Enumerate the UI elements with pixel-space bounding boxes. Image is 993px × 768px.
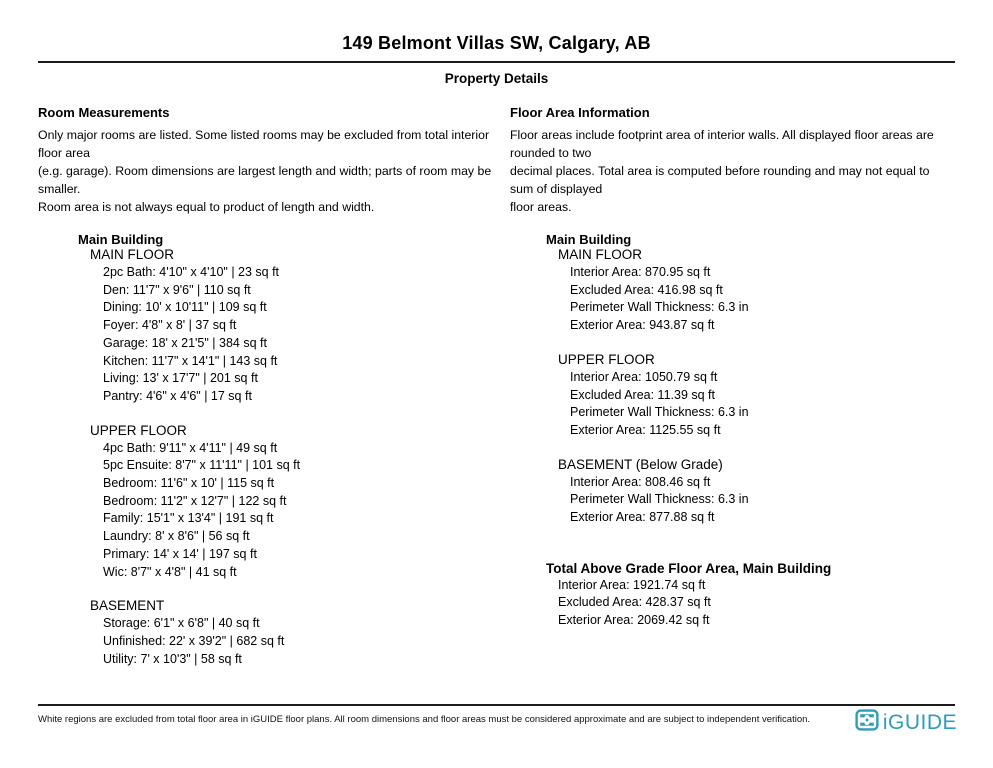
floor-area-information-section [510, 105, 955, 630]
room-line: 4pc Bath: 9'11" x 4'11" | 49 sq ft [103, 440, 278, 455]
footer-disclaimer: White regions are excluded from total floor area in iGUIDE floor plans. All room dimensions and floor areas must be considered approximate and are subject to independent verification. [38, 714, 811, 725]
floor-group-upper-floor [38, 423, 510, 582]
floor-group-basement [38, 598, 510, 668]
floor-name: BASEMENT (Below Grade) [558, 456, 723, 472]
area-building-name: Main Building [546, 232, 632, 247]
area-line: Perimeter Wall Thickness: 6.3 in [570, 492, 749, 507]
floor-name: UPPER FLOOR [90, 422, 187, 438]
room-line: Family: 15'1" x 13'4" | 191 sq ft [103, 511, 274, 526]
room-measurements-section [38, 105, 510, 668]
floor-area-description-line: floor areas. [510, 200, 572, 214]
room-line: Storage: 6'1" x 6'8" | 40 sq ft [103, 616, 260, 631]
floor-name: MAIN FLOOR [90, 247, 175, 262]
page-title: 149 Belmont Villas SW, Calgary, AB [342, 33, 651, 53]
room-line: Primary: 14' x 14' | 197 sq ft [103, 546, 257, 561]
area-line: Perimeter Wall Thickness: 6.3 in [570, 300, 749, 315]
area-group-upper-floor [510, 352, 955, 440]
total-area-line: Exterior Area: 2069.42 sq ft [558, 613, 710, 628]
total-area-line: Interior Area: 1921.74 sq ft [558, 577, 706, 592]
room-line: Bedroom: 11'6" x 10' | 115 sq ft [103, 476, 275, 491]
room-line: Foyer: 4'8" x 8' | 37 sq ft [103, 318, 237, 333]
room-line: Dining: 10' x 10'11" | 109 sq ft [103, 300, 267, 315]
floor-area-information-heading: Floor Area Information [510, 105, 650, 120]
room-line: Living: 13' x 17'7" | 201 sq ft [103, 371, 258, 386]
iguide-logo-text: iGUIDE [882, 710, 957, 734]
room-line: Wic: 8'7" x 4'8" | 41 sq ft [103, 564, 237, 579]
room-measurements-description-line: Only major rooms are listed. Some listed rooms may be excluded from total interior floor area [38, 128, 490, 160]
floor-name: UPPER FLOOR [558, 351, 655, 367]
room-line: 5pc Ensuite: 8'7" x 11'11" | 101 sq ft [103, 458, 301, 473]
total-above-grade-heading: Total Above Grade Floor Area, Main Building [546, 560, 832, 576]
iguide-logo [855, 706, 957, 737]
room-measurements-description-line: (e.g. garage). Room dimensions are largest length and width; parts of room may be smaller. [38, 164, 492, 196]
area-line: Exterior Area: 1125.55 sq ft [570, 422, 721, 437]
footer [38, 706, 957, 737]
page-subtitle: Property Details [444, 71, 549, 86]
room-line: Pantry: 4'6" x 4'6" | 17 sq ft [103, 388, 252, 403]
floor-name: BASEMENT [90, 598, 165, 614]
area-line: Perimeter Wall Thickness: 6.3 in [570, 405, 749, 420]
content-columns [0, 105, 993, 668]
room-line: Bedroom: 11'2" x 12'7" | 122 sq ft [103, 493, 287, 508]
floor-name: MAIN FLOOR [558, 247, 643, 262]
room-measurements-heading: Room Measurements [38, 105, 170, 120]
room-line: Den: 11'7" x 9'6" | 110 sq ft [103, 282, 251, 297]
iguide-camera-icon [855, 708, 879, 737]
room-line: 2pc Bath: 4'10" x 4'10" | 23 sq ft [103, 265, 280, 279]
area-line: Exterior Area: 877.88 sq ft [570, 510, 715, 525]
area-line: Interior Area: 808.46 sq ft [570, 474, 711, 489]
area-line: Interior Area: 1050.79 sq ft [570, 369, 718, 384]
area-group-basement [510, 457, 955, 527]
header-divider [38, 61, 955, 63]
area-group-main-floor [510, 247, 955, 335]
room-line: Garage: 18' x 21'5" | 384 sq ft [103, 335, 267, 350]
floor-group-main-floor [38, 247, 510, 406]
area-line: Interior Area: 870.95 sq ft [570, 265, 711, 279]
room-line: Unfinished: 22' x 39'2" | 682 sq ft [103, 633, 285, 648]
floor-area-description-line: Floor areas include footprint area of interior walls. All displayed floor areas are rounded to two [510, 128, 934, 160]
room-building-name: Main Building [78, 232, 164, 247]
room-measurements-description-line: Room area is not always equal to product of length and width. [38, 200, 375, 214]
room-line: Kitchen: 11'7" x 14'1" | 143 sq ft [103, 353, 278, 368]
page-header [0, 0, 993, 86]
area-line: Excluded Area: 416.98 sq ft [570, 282, 723, 297]
room-line: Utility: 7' x 10'3" | 58 sq ft [103, 651, 242, 666]
room-line: Laundry: 8' x 8'6" | 56 sq ft [103, 529, 250, 544]
area-line: Exterior Area: 943.87 sq ft [570, 318, 715, 333]
total-area-line: Excluded Area: 428.37 sq ft [558, 595, 711, 610]
floor-area-description-line: decimal places. Total area is computed before rounding and may not equal to sum of displayed [510, 164, 930, 196]
area-line: Excluded Area: 11.39 sq ft [570, 387, 716, 402]
